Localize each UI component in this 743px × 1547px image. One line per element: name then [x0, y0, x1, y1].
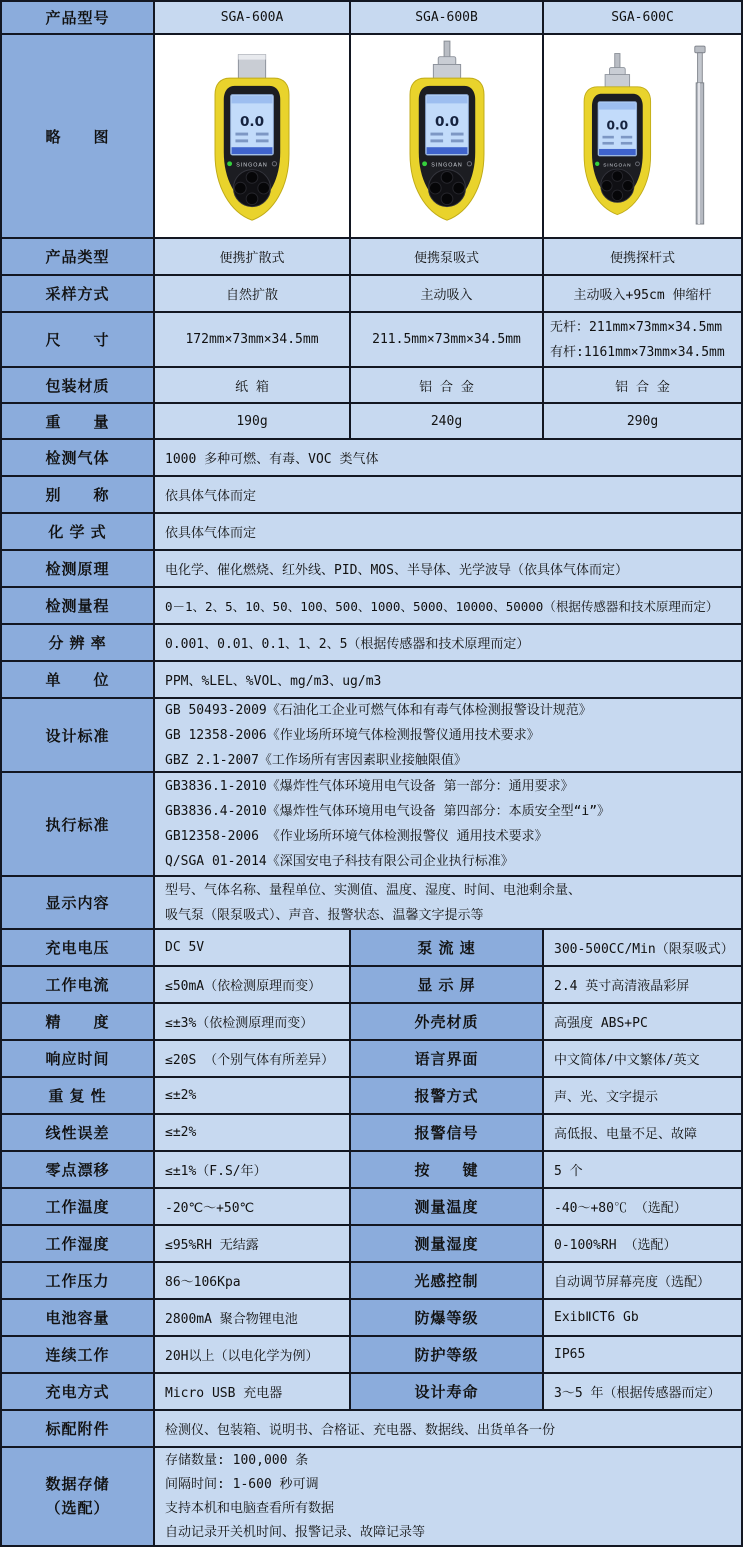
brand-text: SINGOAN	[430, 162, 463, 169]
table-row	[2, 1411, 741, 1448]
row-value: 高强度 ABS+PC	[544, 1004, 741, 1041]
row-value-a: 纸 箱	[155, 368, 351, 404]
row-value-c: 便携探杆式	[544, 239, 741, 276]
row-label: 执行标准	[2, 773, 155, 877]
row-label: 重 量	[2, 404, 155, 440]
row-value-a: 190g	[155, 404, 351, 440]
table-row	[2, 440, 741, 477]
row-value: Micro USB 充电器	[155, 1374, 351, 1411]
row-label: 防护等级	[351, 1337, 544, 1374]
row-value: 检测仪、包装箱、说明书、合格证、充电器、数据线、出货单各一份	[155, 1411, 741, 1448]
standard-line: GBZ 2.1-2007《工作场所有害因素职业接触限值》	[165, 752, 467, 768]
sketch-row	[2, 35, 741, 239]
row-label: 检测量程	[2, 588, 155, 625]
table-row	[2, 1152, 741, 1189]
row-value: 高低报、电量不足、故障	[544, 1115, 741, 1152]
table-row	[2, 1337, 741, 1374]
keypad	[600, 169, 633, 202]
row-value-a: 172mm×73mm×34.5mm	[155, 313, 351, 368]
screen-reading: 0.0	[434, 113, 459, 130]
table-row	[2, 699, 741, 773]
row-value: 5 个	[544, 1152, 741, 1189]
storage-line: 自动记录开关机时间、报警记录、故障记录等	[165, 1524, 426, 1540]
row-label: 采样方式	[2, 276, 155, 313]
row-value: ≤±2%	[155, 1078, 351, 1115]
screen-reading: 0.0	[606, 118, 628, 133]
row-label: 尺 寸	[2, 313, 155, 368]
row-value: 300-500CC/Min（限泵吸式）	[544, 930, 741, 967]
table-row	[2, 1115, 741, 1152]
table-row	[2, 662, 741, 699]
table-row	[2, 773, 741, 877]
size-with-rod: 有杆:1161mm×73mm×34.5mm	[550, 344, 725, 360]
product-image-sga600c	[544, 35, 741, 239]
standard-line: GB 50493-2009《石油化工企业可燃气体和有毒气体检测报警设计规范》	[165, 702, 592, 718]
row-label: 设计标准	[2, 699, 155, 773]
display-line: 型号、气体名称、量程单位、实测值、温度、湿度、时间、电池剩余量、	[165, 882, 582, 898]
model-name-b: SGA-600B	[351, 2, 544, 35]
table-row	[2, 368, 741, 404]
row-label: 响应时间	[2, 1041, 155, 1078]
row-label: 工作电流	[2, 967, 155, 1004]
status-led	[227, 161, 232, 166]
row-label: 防爆等级	[351, 1300, 544, 1337]
table-row	[2, 877, 741, 930]
row-value-b: 240g	[351, 404, 544, 440]
row-value: 自动调节屏幕亮度（选配）	[544, 1263, 741, 1300]
table-row	[2, 930, 741, 967]
row-value: 1000 多种可燃、有毒、VOC 类气体	[155, 440, 741, 477]
row-value: 电化学、催化燃烧、红外线、PID、MOS、半导体、光学波导（依具体气体而定）	[155, 551, 741, 588]
table-row	[2, 1448, 741, 1545]
row-value-a: 自然扩散	[155, 276, 351, 313]
table-row	[2, 625, 741, 662]
table-row	[2, 313, 741, 368]
row-value: 0－1、2、5、10、50、100、500、1000、5000、10000、50000（根据传感器和技术原理而定）	[155, 588, 741, 625]
row-value: 0.001、0.01、0.1、1、2、5（根据传感器和技术原理而定）	[155, 625, 741, 662]
device-illustration-pump	[374, 39, 520, 234]
lcd-screen	[598, 101, 637, 155]
row-value: -20℃～+50℃	[155, 1189, 351, 1226]
row-value-a: 便携扩散式	[155, 239, 351, 276]
pump-probe-icon	[438, 41, 456, 65]
row-value-c: 290g	[544, 404, 741, 440]
device-illustration-diffusion	[179, 39, 325, 234]
row-label: 充电电压	[2, 930, 155, 967]
model-name-a: SGA-600A	[155, 2, 351, 35]
row-label	[2, 1448, 155, 1545]
status-led	[422, 161, 427, 166]
row-label: 设计寿命	[351, 1374, 544, 1411]
row-value	[155, 877, 741, 930]
row-label: 语言界面	[351, 1041, 544, 1078]
row-value: 声、光、文字提示	[544, 1078, 741, 1115]
brand-text: SINGOAN	[236, 162, 268, 169]
device-with-probe	[584, 53, 651, 214]
row-value	[155, 773, 741, 877]
row-label: 单 位	[2, 662, 155, 699]
row-label: 检测原理	[2, 551, 155, 588]
row-value: 依具体气体而定	[155, 514, 741, 551]
row-value-b: 211.5mm×73mm×34.5mm	[351, 313, 544, 368]
row-value-b: 主动吸入	[351, 276, 544, 313]
row-label: 按 键	[351, 1152, 544, 1189]
row-label: 化 学 式	[2, 514, 155, 551]
row-value	[155, 1448, 741, 1545]
table-row	[2, 1374, 741, 1411]
table-row	[2, 1189, 741, 1226]
product-image-sga600b	[351, 35, 544, 239]
row-label: 精 度	[2, 1004, 155, 1041]
row-value: -40～+80℃ （选配）	[544, 1189, 741, 1226]
row-label: 工作温度	[2, 1189, 155, 1226]
display-line: 吸气泵（限泵吸式）、声音、报警状态、温馨文字提示等	[165, 907, 484, 923]
storage-line: 存储数量: 100,000 条	[165, 1452, 309, 1468]
row-value-b: 铝 合 金	[351, 368, 544, 404]
table-row	[2, 276, 741, 313]
size-no-rod: 无杆：211mm×73mm×34.5mm	[550, 319, 723, 335]
row-value: ≤50mA（依检测原理而变）	[155, 967, 351, 1004]
row-value: 依具体气体而定	[155, 477, 741, 514]
row-label: 外壳材质	[351, 1004, 544, 1041]
row-value: ExibⅡCT6 Gb	[544, 1300, 741, 1337]
row-value-c: 铝 合 金	[544, 368, 741, 404]
table-row	[2, 1300, 741, 1337]
table-row	[2, 1041, 741, 1078]
pump-probe-icon	[609, 53, 625, 75]
lcd-screen	[231, 94, 274, 154]
row-label: 产品类型	[2, 239, 155, 276]
row-label: 包装材质	[2, 368, 155, 404]
row-label: 测量湿度	[351, 1226, 544, 1263]
row-value: ≤20S （个别气体有所差异）	[155, 1041, 351, 1078]
row-value: 3～5 年（根据传感器而定）	[544, 1374, 741, 1411]
row-value	[155, 699, 741, 773]
row-value: PPM、%LEL、%VOL、mg/m3、ug/m3	[155, 662, 741, 699]
row-label: 电池容量	[2, 1300, 155, 1337]
product-image-sga600a	[155, 35, 351, 239]
row-label: 标配附件	[2, 1411, 155, 1448]
table-row	[2, 1263, 741, 1300]
row-value: DC 5V	[155, 930, 351, 967]
brand-text: SINGOAN	[602, 162, 631, 168]
model-name-c: SGA-600C	[544, 2, 741, 35]
row-label: 线性误差	[2, 1115, 155, 1152]
table-row	[2, 967, 741, 1004]
row-label: 零点漂移	[2, 1152, 155, 1189]
table-row	[2, 404, 741, 440]
standard-line: Q/SGA 01-2014《深国安电子科技有限公司企业执行标准》	[165, 854, 514, 869]
storage-label-line: （选配）	[45, 1499, 110, 1517]
lcd-screen	[425, 94, 468, 154]
header-row	[2, 2, 741, 35]
header-label: 产品型号	[2, 2, 155, 35]
device-illustration-probe-rod	[563, 39, 723, 234]
row-label: 检测气体	[2, 440, 155, 477]
row-label: 工作压力	[2, 1263, 155, 1300]
standard-line: GB3836.1-2010《爆炸性气体环境用电气设备 第一部分：通用要求》	[165, 779, 574, 794]
table-row	[2, 514, 741, 551]
row-value: 中文简体/中文繁体/英文	[544, 1041, 741, 1078]
row-label: 泵 流 速	[351, 930, 544, 967]
row-value: 2.4 英寸高清液晶彩屏	[544, 967, 741, 1004]
storage-line: 间隔时间: 1-600 秒可调	[165, 1476, 319, 1492]
row-label: 重 复 性	[2, 1078, 155, 1115]
row-value-b: 便携泵吸式	[351, 239, 544, 276]
screen-reading: 0.0	[239, 113, 265, 130]
status-led	[595, 161, 599, 165]
row-label: 报警方式	[351, 1078, 544, 1115]
table-row	[2, 1226, 741, 1263]
row-label: 显 示 屏	[351, 967, 544, 1004]
row-label: 别 称	[2, 477, 155, 514]
table-row	[2, 1078, 741, 1115]
standard-line: GB12358-2006 《作业场所环境气体检测报警仪 通用技术要求》	[165, 829, 548, 844]
row-label: 工作湿度	[2, 1226, 155, 1263]
row-value: 2800mA 聚合物锂电池	[155, 1300, 351, 1337]
table-row	[2, 477, 741, 514]
sensor-cap-icon	[238, 54, 265, 79]
row-label: 显示内容	[2, 877, 155, 930]
row-label: 光感控制	[351, 1263, 544, 1300]
sketch-label: 略 图	[2, 35, 155, 239]
table-row	[2, 1004, 741, 1041]
table-row	[2, 588, 741, 625]
row-value: ≤±3%（依检测原理而变）	[155, 1004, 351, 1041]
row-label: 连续工作	[2, 1337, 155, 1374]
table-row	[2, 551, 741, 588]
row-label: 充电方式	[2, 1374, 155, 1411]
row-value-c	[544, 313, 741, 368]
keypad	[428, 169, 465, 206]
standard-line: GB3836.4-2010《爆炸性气体环境用电气设备 第四部分：本质安全型“i”》	[165, 804, 611, 819]
storage-label-line: 数据存储	[45, 1475, 110, 1493]
row-value: 86～106Kpa	[155, 1263, 351, 1300]
table-row	[2, 239, 741, 276]
row-value: ≤±1%（F.S/年）	[155, 1152, 351, 1189]
row-value-c: 主动吸入+95cm 伸缩杆	[544, 276, 741, 313]
row-value: ≤±2%	[155, 1115, 351, 1152]
telescopic-rod-icon	[694, 46, 704, 224]
standard-line: GB 12358-2006《作业场所环境气体检测报警仪通用技术要求》	[165, 727, 540, 743]
row-value: 0-100%RH （选配）	[544, 1226, 741, 1263]
row-label: 报警信号	[351, 1115, 544, 1152]
row-value: IP65	[544, 1337, 741, 1374]
storage-line: 支持本机和电脑查看所有数据	[165, 1500, 335, 1516]
keypad	[234, 169, 271, 206]
row-label: 测量温度	[351, 1189, 544, 1226]
row-value: 20H以上（以电化学为例）	[155, 1337, 351, 1374]
row-value: ≤95%RH 无结露	[155, 1226, 351, 1263]
row-label: 分 辨 率	[2, 625, 155, 662]
